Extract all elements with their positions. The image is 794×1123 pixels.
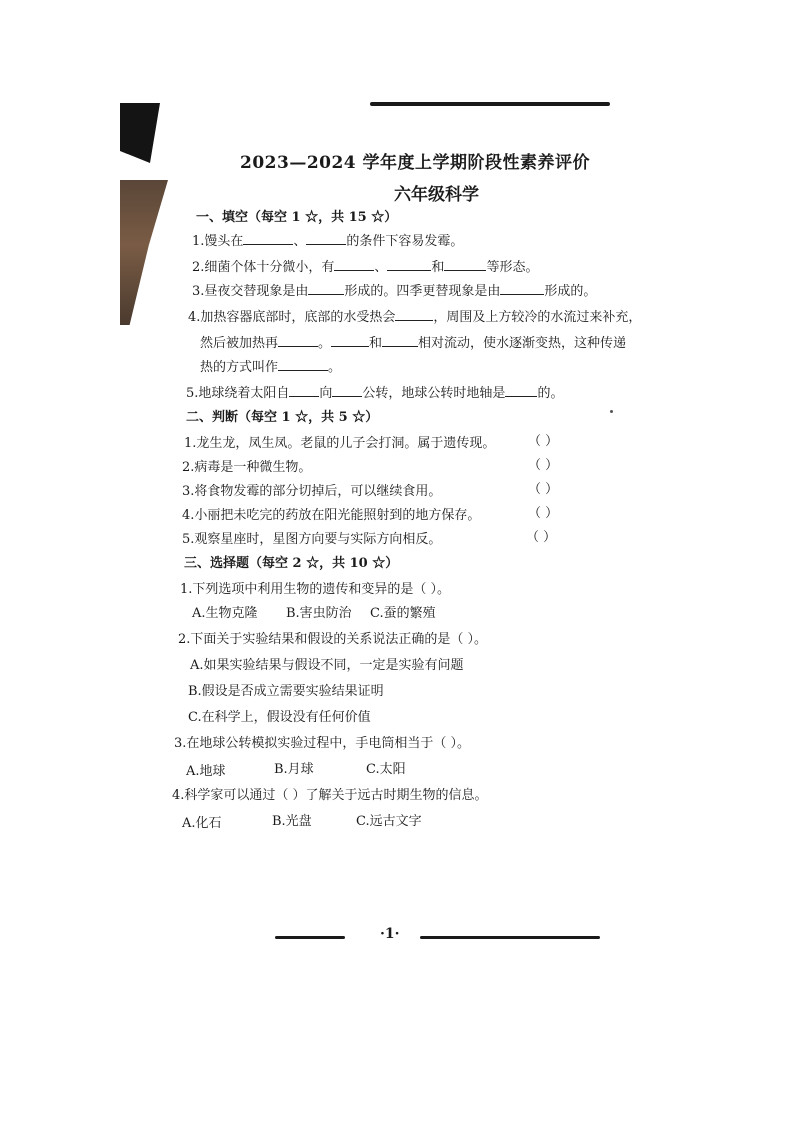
fill-question-5: 5.地球绕着太阳自 向 公转，地球公转时地轴是 的。 [186, 386, 564, 401]
scan-speck [610, 410, 613, 413]
judge-answer-paren-3[interactable]: （ ） [528, 482, 559, 497]
judge-item-4: 4.小丽把未吃完的药放在阳光能照射到的地方保存。 [182, 508, 481, 523]
fill-question-2: 2.细菌个体十分微小，有 、 和 等形态。 [192, 260, 539, 275]
choice-question-4: 4.科学家可以通过（ ）了解关于远古时期生物的信息。 [172, 788, 488, 803]
fill-question-3: 3.昼夜交替现象是由 形成的。四季更替现象是由 形成的。 [192, 284, 597, 299]
fill-question-4-line1: 4.加热容器底部时，底部的水受热会 ，周围及上方较冷的水流过来补充， [188, 310, 642, 325]
judge-item-1: 1.龙生龙，凤生凤。老鼠的儿子会打洞。属于遗传现。 [184, 436, 496, 451]
choice-question-1: 1.下列选项中利用生物的遗传和变异的是（ ）。 [180, 582, 451, 597]
choice-option[interactable]: A.地球 [186, 764, 226, 779]
scan-shadow-dark [120, 103, 160, 163]
judge-item-3: 3.将食物发霉的部分切掉后，可以继续食用。 [182, 484, 442, 499]
exam-subtitle: 六年级科学 [394, 185, 479, 205]
choice-option[interactable]: A.化石 [182, 816, 222, 831]
section2-heading: 二、判断（每空 1 ☆，共 5 ☆） [186, 410, 379, 425]
judge-answer-paren-1[interactable]: （ ） [528, 434, 559, 449]
bottom-edge-line-left [275, 936, 345, 939]
bottom-edge-line-right [420, 936, 600, 939]
fill-question-1: 1.馒头在 、 的条件下容易发霉。 [192, 234, 464, 249]
answer-blank[interactable] [505, 384, 537, 397]
scan-shadow-wood [120, 180, 168, 325]
choice-option[interactable]: C.蚕的繁殖 [370, 606, 436, 621]
answer-blank[interactable] [332, 384, 362, 397]
choice-option[interactable]: B.假设是否成立需要实验结果证明 [188, 684, 384, 699]
judge-item-5: 5.观察星座时，星图方向要与实际方向相反。 [182, 532, 442, 547]
judge-item-2: 2.病毒是一种微生物。 [182, 460, 312, 475]
choice-option[interactable]: C.远古文字 [356, 814, 422, 829]
choice-option[interactable]: B.光盘 [272, 814, 312, 829]
top-edge-line [370, 102, 610, 106]
section1-heading: 一、填空（每空 1 ☆，共 15 ☆） [196, 210, 398, 225]
answer-blank[interactable] [334, 258, 374, 271]
answer-blank[interactable] [395, 308, 433, 321]
choice-option[interactable]: C.太阳 [366, 762, 406, 777]
section3-heading: 三、选择题（每空 2 ☆，共 10 ☆） [184, 556, 399, 571]
judge-answer-paren-2[interactable]: （ ） [528, 458, 559, 473]
fill-question-4-line3: 热的方式叫作 。 [200, 360, 342, 375]
fill-question-4-line2: 然后被加热再 。 和 相对流动，使水逐渐变热，这种传递 [200, 336, 627, 351]
choice-option[interactable]: A.如果实验结果与假设不同，一定是实验有问题 [190, 658, 464, 673]
answer-blank[interactable] [243, 232, 293, 245]
answer-blank[interactable] [308, 282, 344, 295]
choice-option[interactable]: B.月球 [274, 762, 314, 777]
choice-option[interactable]: A.生物克隆 [192, 606, 258, 621]
answer-blank[interactable] [387, 258, 431, 271]
answer-blank[interactable] [289, 384, 319, 397]
answer-blank[interactable] [444, 258, 486, 271]
answer-blank[interactable] [278, 334, 318, 347]
judge-answer-paren-4[interactable]: （ ） [528, 506, 559, 521]
answer-blank[interactable] [382, 334, 418, 347]
choice-question-3: 3.在地球公转模拟实验过程中，手电筒相当于（ ）。 [174, 736, 471, 751]
judge-answer-paren-5[interactable]: （ ） [526, 530, 557, 545]
choice-option[interactable]: B.害虫防治 [286, 606, 352, 621]
answer-blank[interactable] [306, 232, 346, 245]
exam-title: 2023—2024 学年度上学期阶段性素养评价 [240, 153, 591, 173]
choice-option[interactable]: C.在科学上，假设没有任何价值 [188, 710, 371, 725]
page-number: ·1· [380, 926, 400, 942]
answer-blank[interactable] [278, 358, 328, 371]
choice-question-2: 2.下面关于实验结果和假设的关系说法正确的是（ ）。 [178, 632, 488, 647]
answer-blank[interactable] [500, 282, 544, 295]
answer-blank[interactable] [331, 334, 369, 347]
